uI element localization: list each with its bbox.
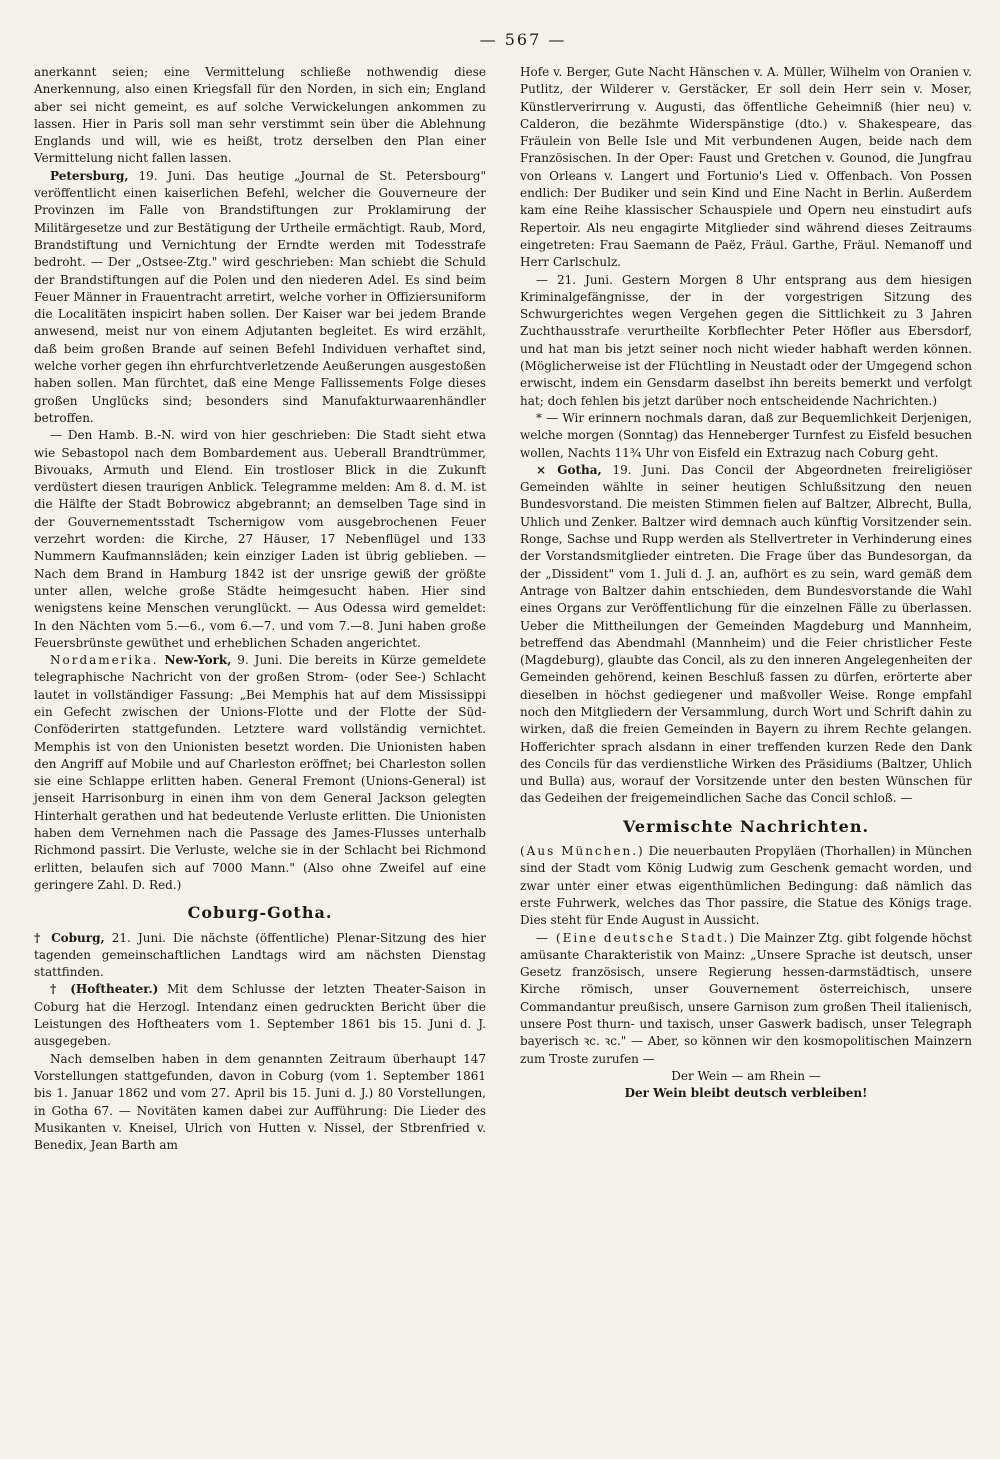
dateline-place: (Aus München.) bbox=[520, 844, 645, 859]
article-hoftheater: † (Hoftheater.) Mit dem Schlusse der letzten Theater-Saison in Coburg hat die Herzogl. Intendanz einen gedruckten Bericht über die Leistungen des Hoftheaters vom 1. September 1861 bis 15. Juni d. J. ausgegeben. bbox=[34, 982, 486, 1049]
dateline-place: New-York, bbox=[164, 653, 232, 668]
article-mainz: — (Eine deutsche Stadt.) Die Mainzer Ztg. gibt folgende höchst amüsante Charakteristik von Mainz: „Unsere Sprache ist deutsch, unser Gesetz französisch, unsere Regierung hessen-darmstädtisch, unsere Kirche römisch, unser Gouvernement österreichisch, unsere Commandantur preußisch, unsere Garnison zum großen Theil italienisch, unsere Post thurn- und taxisch, unser Gaswerk badisch, unser Telegraph bayerisch ꝛc. ꝛc." — Aber, so können wir den kosmopolitischen Mainzern zum Troste zurufen — bbox=[520, 930, 973, 1066]
dateline-place: ⨯ Gotha, bbox=[536, 462, 602, 477]
dateline-place: — (Eine deutsche Stadt.) bbox=[536, 930, 737, 945]
verse-line: Der Wein — am Rhein — bbox=[671, 1068, 821, 1083]
article-paragraph: — 21. Juni. Gestern Morgen 8 Uhr entsprang aus dem hiesigen Kriminalgefängnisse, der in der vorgestrigen Sitzung des Schwurgerichtes wegen Vergehen gegen die Sittlichkeit zu 3 Jahren Zuchthausstrafe verurtheilte Korbflechter Peter Höfler aus Ebersdorf, und hat man bis jetzt seiner noch nicht wieder habhaft werden können. (Möglicherweise ist der Flüchtling in Neustadt oder der Umgegend schon erwischt, indem ein Gensdarm daselbst ihn bereits bemerkt und verfolgt hat; doch fehlen bis jetzt darüber noch entscheidende Nachrichten.) bbox=[520, 272, 972, 408]
article-paragraph: * — Wir erinnern nochmals daran, daß zur Bequemlichkeit Derjenigen, welche morgen (Sonntag) das Henneberger Turnfest zu Eisfeld besuchen wollen, Nachts 11¾ Uhr von Eisfeld ein Extrazug nach Coburg geht. bbox=[520, 410, 972, 460]
section-heading: Coburg-Gotha. bbox=[187, 903, 333, 923]
article-paragraph: — Den Hamb. B.-N. wird von hier geschrieben: Die Stadt sieht etwa wie Sebastopol nach dem Bombardement aus. Ueberall Brandtrümmer, Bivouaks, Armuth und Elend. Ein trostloser Blick in die Zukunft verdüstert diesen traurigen Anblick. Telegramme melden: Am 8. d. M. ist die Hälfte der Stadt Bobrowicz abgebrannt; an demselben Tage sind in der Gouvernementsstadt Tschernigow vom ausgebrochenen Feuer verzehrt worden: die Kirche, 27 Häuser, 17 Nebenflügel und 133 Nummern Kaufmannsläden; kein einziger Laden ist übrig geblieben. — Nach dem Brand in Hamburg 1842 ist der unsrige gewiß der größte unter allen, welche große Städte heimgesucht haben. Hier sind wenigstens keine Menschen verunglückt. — Aus Odessa wird gemeldet: In den Nächten vom 5.—6., vom 6.—7. und vom 7.—8. Juni haben große Feuersbrünste gewüthet und erheblichen Schaden angerichtet. bbox=[34, 428, 486, 650]
article-paragraph: anerkannt seien; eine Vermittelung schließe nothwendig diese Anerkennung, also einen Kriegsfall für den Norden, in sich ein; England aber sei nicht gemeint, es auf solche Verwickelungen ankommen zu lassen. Hier in Paris soll man sehr verstimmt sein über die Ablehnung Englands und will, wie es heißt, trotz derselben den Plan einer Vermittelung nicht fallen lassen. bbox=[34, 65, 486, 166]
article-coburg: † Coburg, 21. Juni. Die nächste (öffentliche) Plenar-Sitzung des hier tagenden gemeinschaftlichen Landtags wird am nächsten Dienstag stattfinden. bbox=[34, 930, 486, 980]
dateline-place: Petersburg, bbox=[50, 168, 129, 183]
article-new-york: Nordamerika. New-York, 9. Juni. Die bereits in Kürze gemeldete telegraphische Nachricht von der großen Strom- (oder See-) Schlacht lautet in vollständiger Fassung: „Bei Memphis hat auf dem Mississippi ein Gefecht zwischen der Unions-Flotte und der Flotte der Süd-Conföderirten stattgefunden. Letztere ward vollständig vernichtet. Memphis ist von den Unionisten besetzt worden. Die Unionisten haben den Angriff auf Mobile und auf Charleston eröffnet; bei Charleston sollen sie eine Schlappe erlitten haben. General Fremont (Unions-General) ist jenseit Harrisonburg in einen ihm von dem General Jackson gelegten Hinterhalt gerathen und hat bedeutende Verluste erlitten. Die Unionisten haben dem Vernehmen nach die Passage des James-Flusses unterhalb Richmond passirt. Die Verluste, welche sie in der Schlacht bei Richmond erlitten, belaufen sich auf 7000 Mann." (Also ohne Zweifel auf eine geringere Zahl. D. Red.) bbox=[34, 653, 486, 892]
page-number: — 567 — bbox=[479, 30, 567, 49]
region-label: Nordamerika. bbox=[50, 653, 159, 668]
columns bbox=[34, 64, 972, 1154]
article-muenchen: (Aus München.) Die neuerbauten Propyläen (Thorhallen) in München sind der Stadt vom König Ludwig zum Geschenk gemacht worden, und zwar unter einer etwas eigenthümlichen Bedingung: daß nämlich das erste Fuhrwerk, welches das Thor passire, die Statue des Königs trage. Dies steht für Ende August in Aussicht. bbox=[520, 844, 972, 928]
article-petersburg: Petersburg, 19. Juni. Das heutige „Journal de St. Petersbourg" veröffentlicht einen kaiserlichen Befehl, welcher die Gouverneure der Provinzen im Falle von Brandstiftungen zur Proklamirung der Militärgesetze und zur Bestätigung der Urtheile ermächtigt. Raub, Mord, Brandstiftung und Vernichtung der Erndte werden mit Todesstrafe bedroht. — Der „Ostsee-Ztg." wird geschrieben: Man schiebt die Schuld der Brandstiftungen auf die Polen und den niederen Adel. Es sind beim Feuer Männer in Frauentracht arretirt, welche vorher in Offiziersuniform die Localitäten inspicirt haben sollen. Der Kaiser war bei jedem Brande anwesend, meist nur von einem Adjutanten begleitet. Es wird erzählt, daß beim großen Brande auf seinen Befehl Individuen verhaftet sind, welche vorher gegen ihn ehrfurchtverletzende Aeußerungen ausgestoßen haben sollen. Man fürchtet, daß eine Menge Fallissements Folge dieses großen Unglücks sind; besonders sind Manufakturwaarenhändler betroffen. bbox=[34, 168, 486, 425]
section-heading: Vermischte Nachrichten. bbox=[622, 816, 870, 836]
verse-line: Der Wein bleibt deutsch verbleiben! bbox=[624, 1086, 868, 1101]
left-column bbox=[34, 64, 486, 1154]
right-column bbox=[520, 64, 972, 1154]
article-gotha: ⨯ Gotha, 19. Juni. Das Concil der Abgeordneten freireligiöser Gemeinden wählte in seiner heutigen Schlußsitzung den neuen Bundesvorstand. Die meisten Stimmen fielen auf Baltzer, Albrecht, Bulla, Uhlich und Zenker. Baltzer wird demnach auch künftig Vorsitzender sein. Ronge, Sachse und Rupp werden als Stellvertreter in Verhinderung eines der Vorstandsmitglieder eintreten. Die Frage über das Bundesorgan, da der „Dissident" vom 1. Juli d. J. an, aufhört es zu sein, ward gemäß dem Antrage von Baltzer dahin entschieden, dem Bundesvorstande die Wahl eines Organs zur Veröffentlichung für die einzelnen Fälle zu überlassen. Ueber die Mittheilungen der Gemeinden Magdeburg und Mannheim, betreffend das Abendmahl (Mannheim) und die Feier christlicher Feste (Magdeburg), glaubte das Concil, als zu den inneren Angelegenheiten der Gemeinden gehörend, keinen Beschluß fassen zu dürfen, erörterte aber dieselben in höchst gediegener und maßvoller Weise. Ronge empfahl noch den Mitgliedern der Versammlung, durch Wort und Schrift dahin zu wirken, daß die freien Gemeinden in Bayern zu ihrem Rechte gelangen. Hofferichter sprach alsdann in einer treffenden kurzen Rede den Dank des Concils für das verdienstliche Wirken des Präsidiums (Baltzer, Uhlich und Bulla) aus, worauf der Vorsitzende unter den besten Wünschen für das Gedeihen der freigemeindlichen Sache das Concil schloß. — bbox=[520, 462, 972, 806]
article-paragraph: Nach demselben haben in dem genannten Zeitraum überhaupt 147 Vorstellungen stattgefunden, davon in Coburg (vom 1. September 1861 bis 1. Januar 1862 und vom 27. April bis 15. Juni d. J.) 80 Vorstellungen, in Gotha 67. — Novitäten kamen dabei zur Aufführung: Die Lieder des Musikanten v. Kneisel, Ulrich von Hutten v. Nissel, der Stbrenfried v. Benedix, Jean Barth am bbox=[34, 1051, 486, 1153]
dateline-place: † (Hoftheater.) bbox=[50, 982, 159, 997]
article-paragraph: Hofe v. Berger, Gute Nacht Hänschen v. A. Müller, Wilhelm von Oranien v. Putlitz, der Wilderer v. Gerstäcker, Er soll dein Herr sein v. Moser, Künstlerverirrung v. Augusti, das öffentliche Geheimniß (hier neu) v. Calderon, die bezähmte Widerspänstige (dto.) v. Shakespeare, das Fräulein von Belle Isle und Mit verbundenen Augen, beide nach dem Französischen. In der Oper: Faust und Gretchen v. Gounod, die Jungfrau von Orleans v. Langert und Fortunio's Lied v. Offenbach. Von Possen endlich: Der Budiker und sein Kind und Eine Nacht in Berlin. Außerdem kam eine Reihe klassischer Schauspiele und Opern neu einstudirt aufs Repertoir. Als neu engagirte Mitglieder sind während dieses Zeitraums eingetreten: Frau Saemann de Paëz, Fräul. Garthe, Fräul. Nemanoff und Herr Carlschulz. bbox=[520, 65, 972, 270]
dateline-place: † Coburg, bbox=[34, 930, 105, 945]
